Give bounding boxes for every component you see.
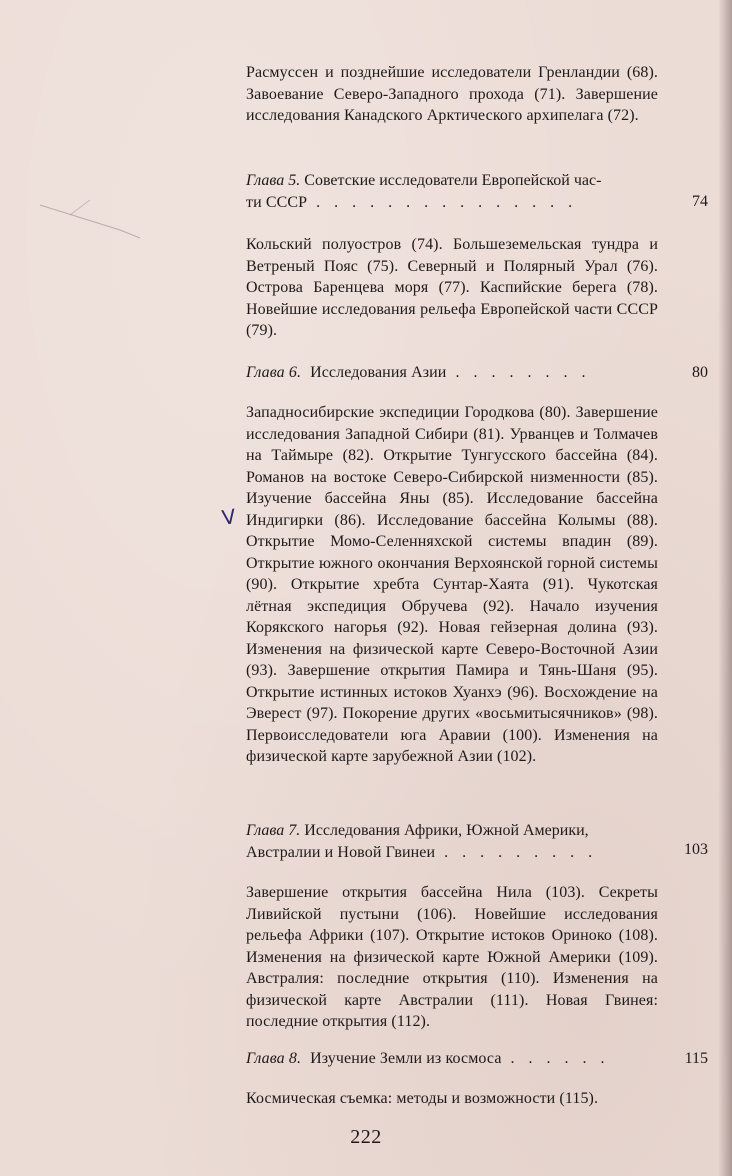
chapter-8-contents: [246, 1088, 658, 1110]
chapter-8-leader-dots: . . . . . .: [510, 1050, 610, 1067]
toc-intro-paragraph: [246, 62, 658, 127]
chapter-5-contents: [246, 234, 658, 342]
chapter-8-title: Изучение Земли из космоса: [310, 1050, 502, 1067]
chapter-6-contents: [246, 402, 658, 768]
chapter-7-page-number: 103: [684, 841, 708, 858]
chapter-7-contents: [246, 882, 658, 1033]
chapter-6-prefix: Глава 6.: [246, 364, 302, 381]
chapter-5-heading: [246, 170, 658, 213]
chapter-7-body: Завершение открытия бассейна Нила (103). Секреты Ливийской пустыни (106). Новейшие исследования рельефа Африки (107). Открытие истоков Ориноко (108). Изменения на физической карте Южной Америки (109). Австралия: последние открытия (110). Изменения на физической карте Австралии (111). Новая Гвинея: последние открытия (112).: [246, 884, 658, 1030]
chapter-5-title-line1: Советские исследователи Европейской час-: [304, 172, 602, 189]
intro-text: Расмуссен и позднейшие исследователи Гренландии (68). Завоевание Северо-Западного прохода (71). Завершение исследования Канадского Арктического архипелага (72).: [246, 64, 658, 124]
chapter-8-prefix: Глава 8.: [246, 1050, 302, 1067]
chapter-6-body: Западносибирские экспедиции Городкова (80). Завершение исследования Западной Сибири (81). Урванцев и Толмачев на Таймыре (82). Открытие Тунгусского бассейна (84). Романов на востоке Северо-Сибирской низменности (85). Изучение бассейна Яны (85). Исследование бассейна Индигирки (86). Исследование бассейна Колымы (88). Открытие Момо-Селенняхской системы впадин (89). Открытие южного окончания Верхоянской горной системы (90). Открытие хребта Сунтар-Хаята (91). Чукотская лётная экспедиция Обручева (92). Начало изучения Корякского нагорья (92). Новая гейзерная долина (93). Изменения на физической карте Северо-Восточной Азии (93). Завершение открытия Памира и Тянь-Шаня (95). Открытие истинных истоков Хуанхэ (96). Восхождение на Эверест (97). Покорение других «восьмитысячников» (98). Первоисследователи юга Аравии (100). Изменения на физической карте зарубежной Азии (102).: [246, 404, 658, 765]
chapter-7-heading: [246, 820, 658, 863]
chapter-5-page-number: 74: [692, 193, 708, 210]
chapter-8-heading: [246, 1048, 658, 1070]
chapter-6-title: Исследования Азии: [310, 364, 447, 381]
margin-check-mark: V: [220, 504, 238, 530]
chapter-5-leader-dots: . . . . . . . . . . . . . . .: [316, 193, 578, 211]
chapter-7-title-line2: Австралии и Новой Гвинеи: [246, 843, 436, 861]
chapter-7-leader-dots: . . . . . . . . .: [444, 843, 598, 861]
chapter-7-title-line1: Исследования Африки, Южной Америки,: [304, 822, 589, 839]
chapter-8-body: Космическая съемка: методы и возможности (115).: [246, 1090, 599, 1107]
chapter-6-heading: [246, 362, 658, 384]
chapter-7-prefix: Глава 7.: [246, 822, 301, 839]
page-number-folio: 222: [350, 1126, 382, 1148]
chapter-8-page-number: 115: [684, 1050, 708, 1067]
chapter-6-page-number: 80: [692, 364, 708, 381]
chapter-5-title-line2: ти СССР: [246, 193, 308, 211]
chapter-5-prefix: Глава 5.: [246, 172, 301, 189]
chapter-6-leader-dots: . . . . . . . .: [455, 364, 591, 381]
chapter-5-body: Кольский полуостров (74). Большеземельская тундра и Ветреный Пояс (75). Северный и Полярный Урал (76). Острова Баренцева моря (77). Каспийские берега (78). Новейшие исследования рельефа Европейской части СССР (79).: [246, 236, 658, 339]
